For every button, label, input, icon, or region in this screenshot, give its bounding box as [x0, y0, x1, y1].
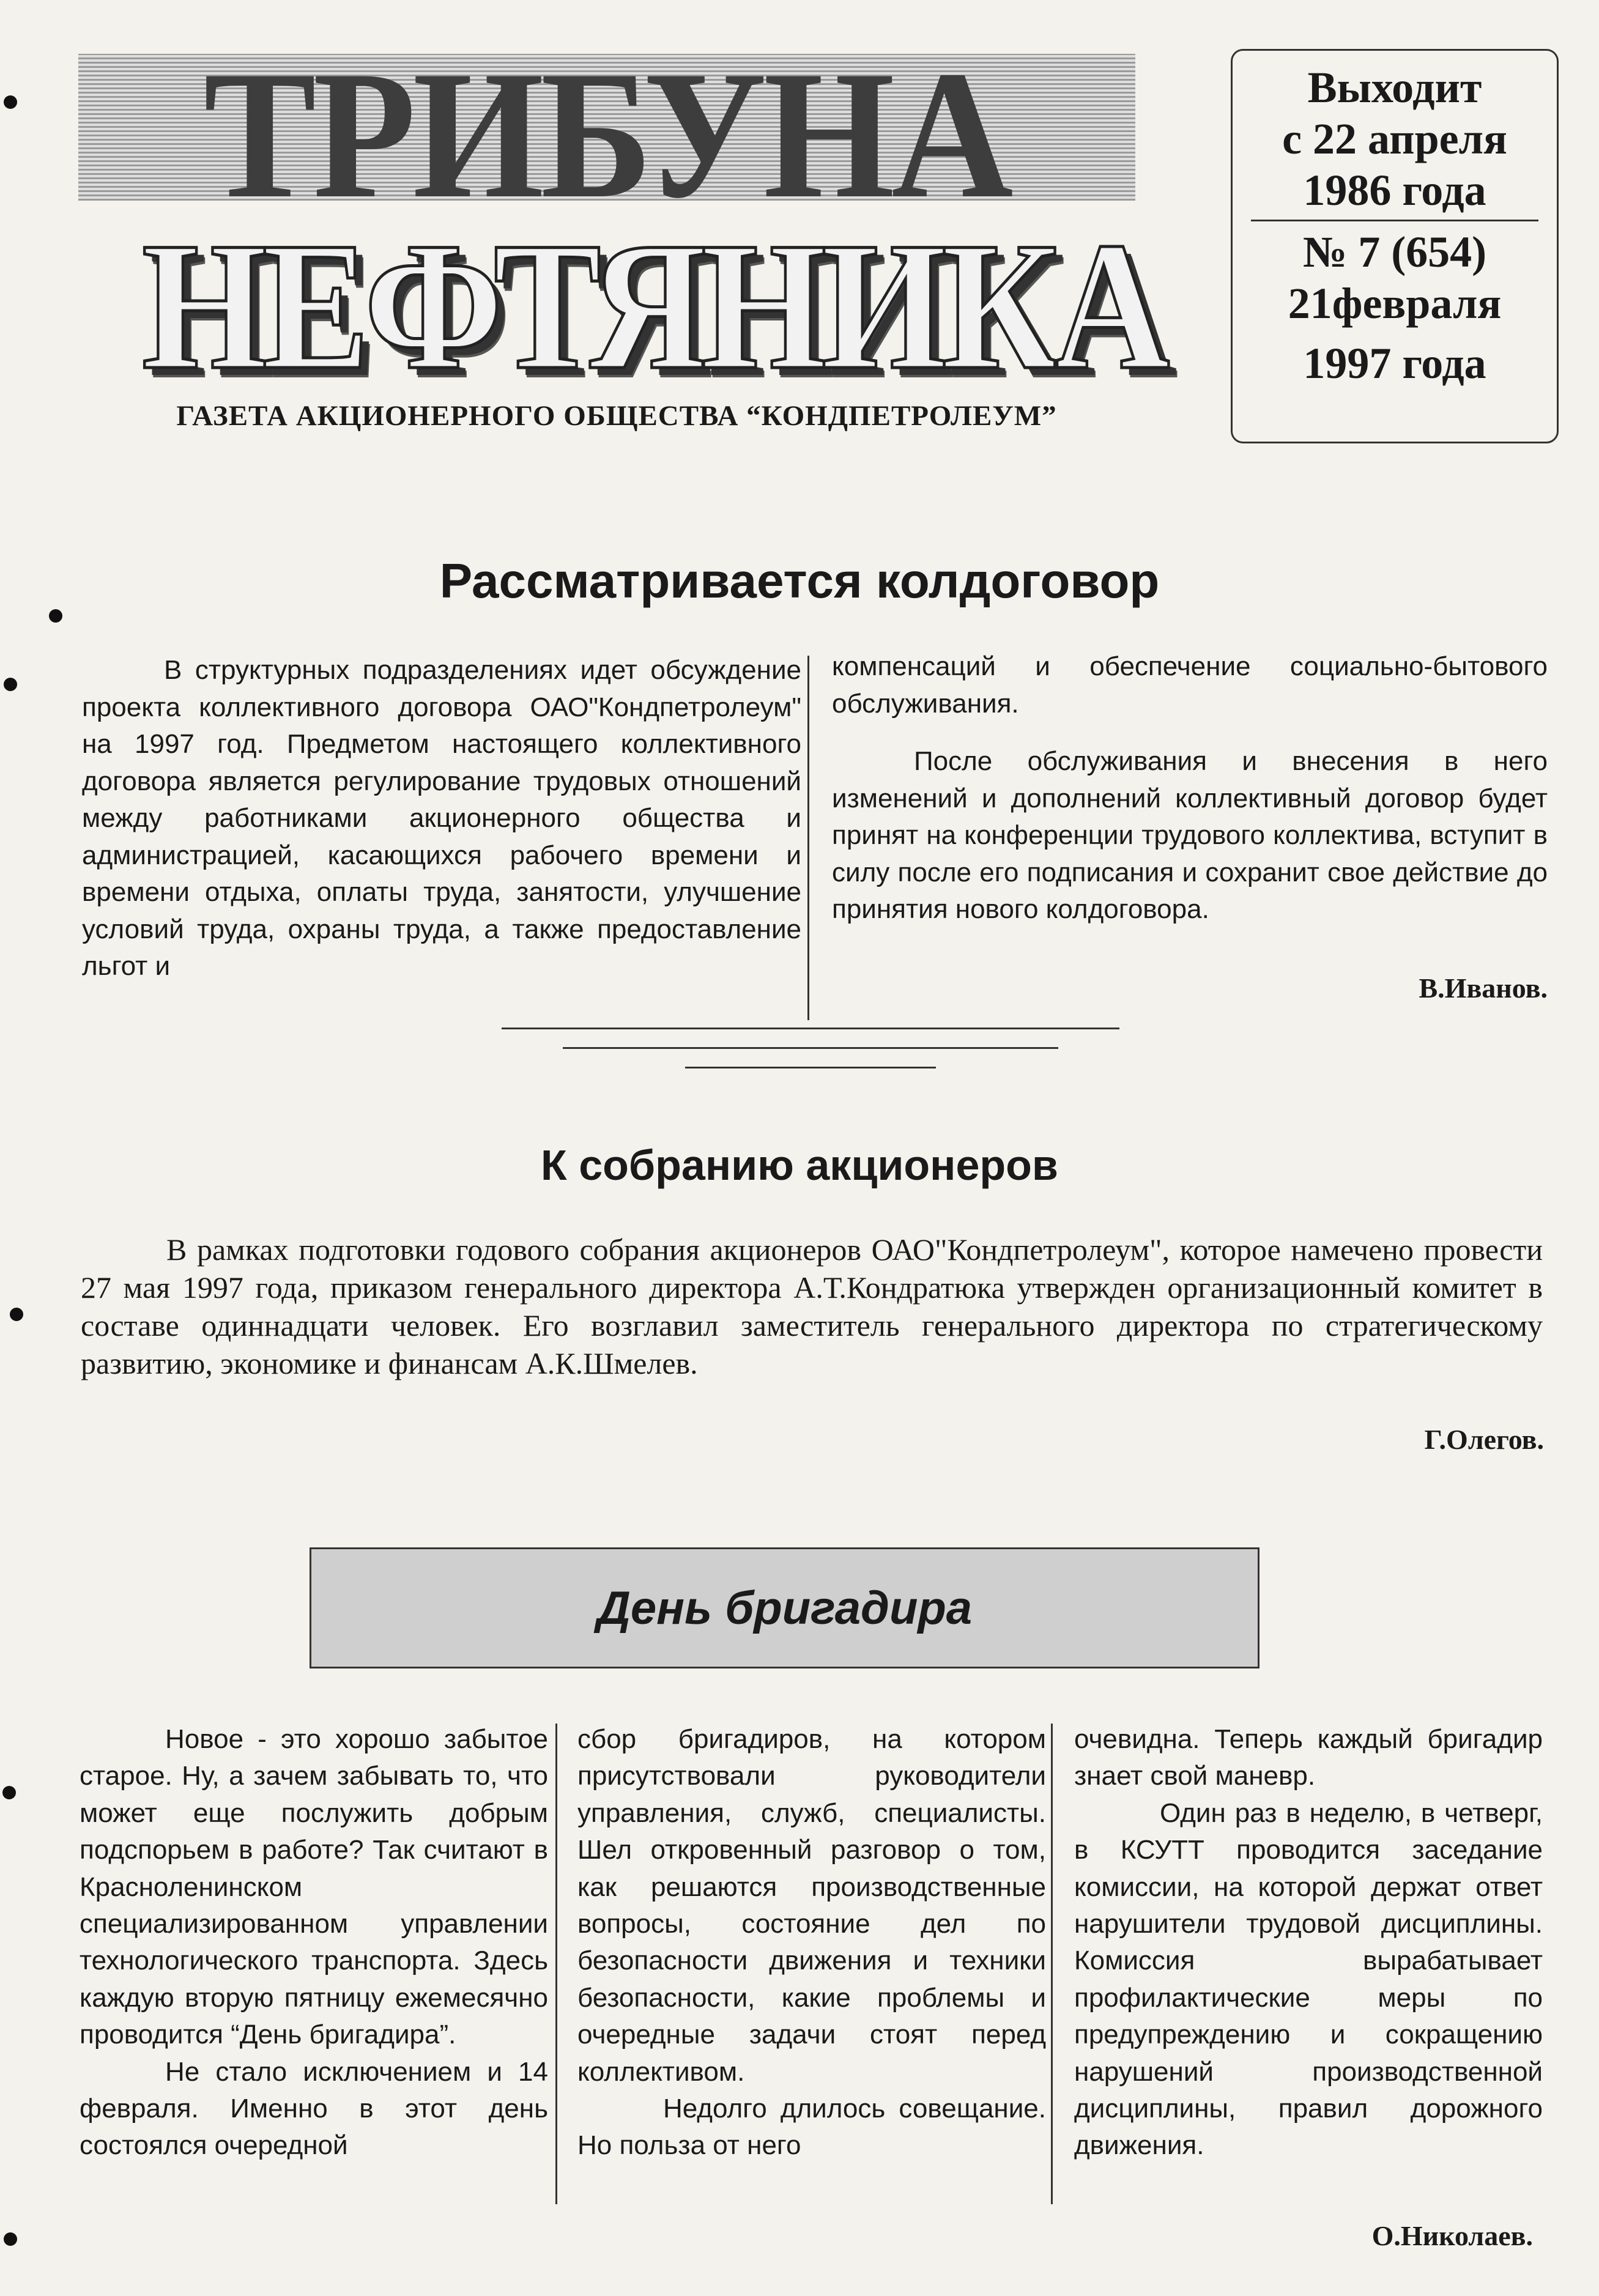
- article3-column1: [80, 1721, 548, 2165]
- article3-col1-text2: Не стало исключением и 14 февраля. Именно в этот день состоялся очередной: [80, 2056, 548, 2161]
- article3-divider-2: [1051, 1724, 1053, 2204]
- punch-hole-2: [49, 609, 62, 623]
- article2-text: В рамках подготовки годового собрания акционеров ОАО"Кондпетролеум", которое намечено провести 27 мая 1997 года, приказом генерального директора А.Т.Кондратюка утвержден организационный комитет в составе одиннадцати человек. Его возглавил заместитель генерального директора по стратегическому развитию, экономике и финансам А.К.Шмелев.: [81, 1232, 1543, 1380]
- punch-hole-6: [4, 2232, 17, 2246]
- issue-number: № 7 (654): [1302, 228, 1487, 276]
- issue-date-line2: 1997 года: [1303, 339, 1486, 388]
- article3-title: День бригадира: [596, 1582, 973, 1634]
- article2-title: К собранию акционеров: [541, 1141, 1058, 1189]
- article1-column-divider: [807, 656, 809, 1020]
- article3-divider-1: [555, 1724, 557, 2204]
- punch-hole-4: [10, 1308, 23, 1321]
- article1-signature: В.Иванов.: [1419, 972, 1548, 1004]
- issue-date-line1: 21февраля: [1288, 279, 1502, 328]
- punch-hole-1: [4, 95, 17, 109]
- article3-col3-text1: очевидна. Теперь каждый бригадир знает свой маневр.: [1074, 1724, 1543, 1791]
- article1-column1: [82, 652, 801, 985]
- masthead-subtitle: ГАЗЕТА АКЦИОНЕРНОГО ОБЩЕСТВА “КОНДПЕТРОЛЕУМ”: [176, 400, 1057, 432]
- article3-col2-text1: сбор бригадиров, на котором присутствовали руководители управления, служб, специалисты. Шел откровенный разговор о том, как решаются производственные вопросы, состояние дел по безопасности движения и техники безопасности, какие проблемы и очередные задачи стоят перед коллективом.: [577, 1724, 1046, 2087]
- article3-col2-text2: Недолго длилось совещание. Но польза от него: [577, 2094, 1046, 2161]
- article3-signature: О.Николаев.: [1371, 2220, 1533, 2251]
- article1-column2: [832, 648, 1548, 928]
- masthead-title-line2: НЕФТЯНИКА: [141, 204, 1165, 407]
- article1-col1-text: В структурных подразделениях идет обсуждение проекта коллективного договора ОАО"Кондпетролеум" на 1997 год. Предметом настоящего коллективного договора является регулирование трудовых отношений между работниками акционерного общества и администрацией, касающихся рабочего времени и времени отдыха, оплаты труда, занятости, улучшение условий труда, охраны труда, а также предоставление льгот и: [82, 655, 801, 981]
- issue-info-box: [1231, 49, 1559, 443]
- issue-separator: [1251, 220, 1538, 221]
- divider-line-1: [502, 1028, 1119, 1029]
- article2-signature: Г.Олегов.: [1424, 1424, 1544, 1455]
- issue-line3: 1986 года: [1303, 166, 1486, 215]
- article1-col2-text2: После обслуживания и внесения в него изменений и дополнений коллективный договор будет принят на конференции трудового коллектива, вступит в силу после его подписания и сохранит свое действие до принятия нового колдоговора.: [832, 746, 1548, 924]
- article3-col3-text2: Один раз в неделю, в четверг, в КСУТТ проводится заседание комиссии, на которой держат ответ нарушители трудовой дисциплины. Комиссия вырабатывает профилактические меры по предупреждению и сокращению нарушений производственной дисциплины, правил дорожного движения.: [1074, 1798, 1543, 2161]
- issue-line2: с 22 апреля: [1282, 114, 1507, 163]
- article3-column2: [577, 1721, 1046, 2165]
- punch-hole-3: [4, 678, 17, 691]
- article3-column3: [1074, 1721, 1543, 2165]
- divider-line-3: [685, 1067, 936, 1068]
- divider-line-2: [563, 1047, 1058, 1049]
- issue-line1: Выходит: [1307, 63, 1482, 112]
- punch-hole-5: [2, 1786, 16, 1799]
- masthead-title-line1: ТРИБУНА: [203, 33, 1011, 236]
- article3-title-banner: [310, 1547, 1260, 1668]
- article3-col1-text1: Новое - это хорошо забытое старое. Ну, а зачем забывать то, что может еще послужить добрым подспорьем в работе? Так считают в Красноленинском специализированном управлении технологического транспорта. Здесь каждую вторую пятницу ежемесячно проводится “День бригадира”.: [80, 1724, 548, 2050]
- article1-col2-text1: компенсаций и обеспечение социально-бытового обслуживания.: [832, 651, 1548, 719]
- article1-title: Рассматривается колдоговор: [439, 554, 1160, 608]
